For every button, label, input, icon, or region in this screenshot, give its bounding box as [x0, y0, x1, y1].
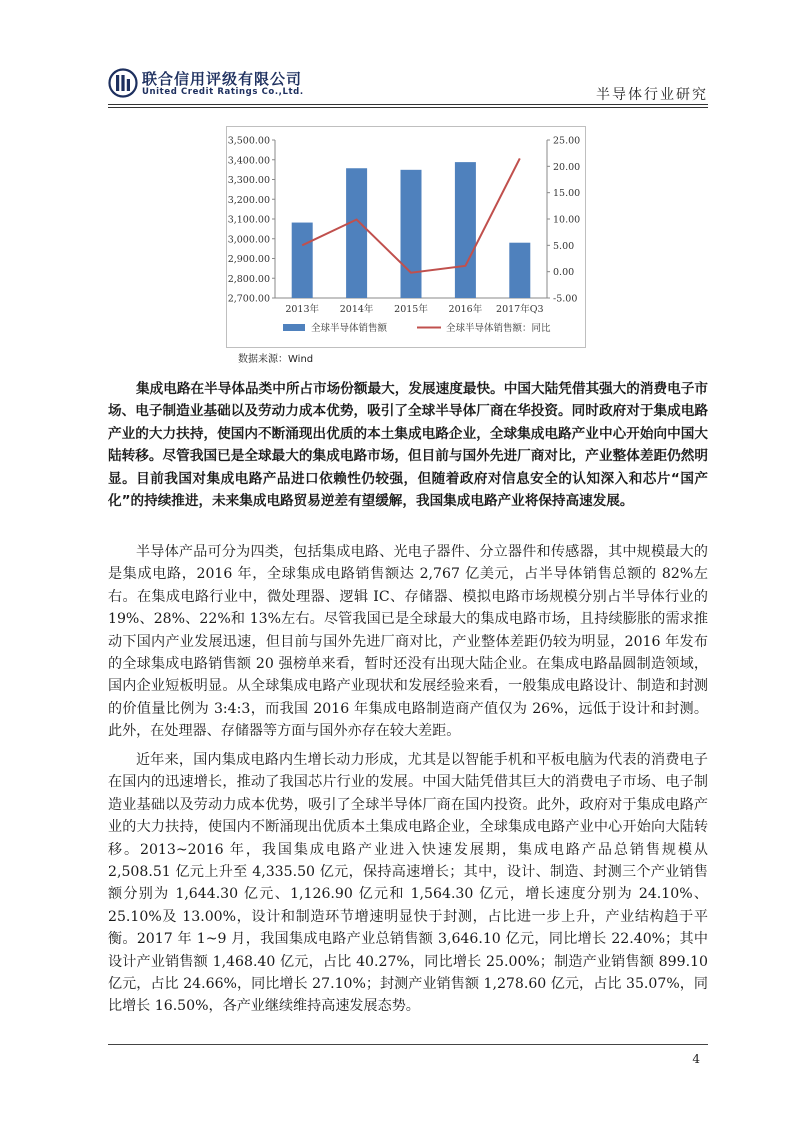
legend-label: 全球半导体销售额: [311, 323, 388, 334]
left-tick-label: 2,700.00: [227, 293, 270, 305]
legend-swatch-bar: [283, 324, 305, 331]
x-tick-label: 2016年: [448, 304, 483, 315]
x-tick-label: 2013年: [285, 304, 320, 315]
company-name-en: United Credit Ratings Co.,Ltd.: [142, 87, 304, 97]
right-tick-label: 10.00: [553, 214, 581, 226]
x-tick-label: 2017年Q3: [496, 304, 544, 315]
header-divider-thin: [108, 107, 708, 108]
left-tick-label: 3,500.00: [227, 135, 270, 147]
right-tick-label: 0.00: [553, 267, 575, 279]
right-tick-label: -5.00: [553, 293, 578, 305]
footer-divider: [108, 1044, 708, 1045]
page-number: 4: [692, 1052, 700, 1066]
chart-canvas: [227, 127, 585, 347]
sales-chart: [226, 126, 586, 348]
header-divider: [108, 104, 708, 105]
right-tick-label: 25.00: [553, 135, 581, 147]
right-tick-label: 20.00: [553, 161, 581, 173]
left-tick-label: 3,000.00: [227, 234, 270, 246]
left-tick-label: 3,200.00: [227, 194, 270, 206]
company-name-cn: 联合信用评级有限公司: [142, 70, 303, 88]
bar: [346, 168, 367, 298]
left-tick-label: 3,100.00: [227, 214, 270, 226]
paragraph-body: 半导体产品可分为四类，包括集成电路、光电子器件、分立器件和传感器，其中规模最大的是集成电路，2016 年，全球集成电路销售额达 2,767 亿美元，占半导体销售总额的 82%左右。在集成电路行业中，微处理器、逻辑 IC、存储器、模拟电路市场规模分别占半导体行业的 19%、28%、22%和 13%左右。尽管我国已是全球最大的集成电路市场，且持续膨胀的需求推动下国内产业发展迅速，但目前与国外先进厂商对比，产业整体差距仍较为明显，2016 年发布的全球集成电路销售额 20 强榜单来看，暂时还没有出现大陆企业。在集成电路晶圆制造领域，国内企业短板明显。从全球集成电路产业现状和发展经验来看，一般集成电路设计、制造和封测的价值量比例为 3:4:3，而我国 2016 年集成电路制造商产值仅为 26%，远低于设计和封测。此外，在处理器、存储器等方面与国外亦存在较大差距。: [108, 544, 708, 740]
bar: [509, 243, 530, 298]
left-tick-label: 3,400.00: [227, 155, 270, 167]
right-tick-label: 5.00: [553, 240, 575, 252]
report-title: 半导体行业研究: [596, 87, 708, 103]
paragraph-body: 近年来，国内集成电路内生增长动力形成，尤其是以智能手机和平板电脑为代表的消费电子在国内的迅速增长，推动了我国芯片行业的发展。中国大陆凭借其巨大的消费电子市场、电子制造业基础以及劳动力成本优势，吸引了全球半导体厂商在国内投资。此外，政府对于集成电路产业的大力扶持，使国内不断涌现出优质本土集成电路企业，全球集成电路产业中心开始向大陆转移。2013~2016 年，我国集成电路产业进入快速发展期，集成电路产品总销售规模从 2,508.51 亿元上升至 4,335.50 亿元，保持高速增长；其中，设计、制造、封测三个产业销售额分别为 1,644.30 亿元、1,126.90 亿元和 1,564.30 亿元，增长速度分别为 24.10%、25.10%及 13.00%，设计和制造环节增速明显快于封测，占比进一步上升，产业结构趋于平衡。2017 年 1~9 月，我国集成电路产业总销售额 3,646.10 亿元，同比增长 22.40%；其中设计产业销售额 1,468.40 亿元，占比 40.27%，同比增长 25.00%；制造产业销售额 899.10 亿元，占比 24.66%，同比增长 27.10%；封测产业销售额 1,278.60 亿元，占比 35.07%，同比增长 16.50%，各产业继续维持高速发展态势。: [108, 752, 708, 1015]
bar: [401, 170, 422, 298]
right-tick-label: 15.00: [553, 188, 581, 200]
left-tick-label: 3,300.00: [227, 175, 270, 186]
bar: [455, 162, 476, 298]
bar: [292, 223, 313, 298]
data-source: 数据来源：Wind: [238, 354, 314, 365]
paragraph-summary: 集成电路在半导体品类中所占市场份额最大，发展速度最快。中国大陆凭借其强大的消费电子市场、电子制造业基础以及劳动力成本优势，吸引了全球半导体厂商在华投资。同时政府对于集成电路产业的大力扶持，使国内不断涌现出优质的本土集成电路企业，全球集成电路产业中心开始向中国大陆转移。尽管我国已是全球最大的集成电路市场，但目前与国外先进厂商对比，产业整体差距仍然明显。目前我国对集成电路产品进口依赖性仍较强，但随着政府对信息安全的认知深入和芯片“国产化”的持续推进，未来集成电路贸易逆差有望缓解，我国集成电路产业将保持高速发展。: [108, 381, 708, 510]
x-tick-label: 2014年: [339, 304, 374, 315]
x-tick-label: 2015年: [394, 304, 428, 315]
left-tick-label: 2,900.00: [227, 254, 270, 265]
legend-label: 全球半导体销售额：同比: [446, 323, 551, 334]
left-tick-label: 2,800.00: [227, 273, 270, 285]
page-header: [108, 66, 708, 106]
company-logo-icon: [108, 68, 138, 98]
